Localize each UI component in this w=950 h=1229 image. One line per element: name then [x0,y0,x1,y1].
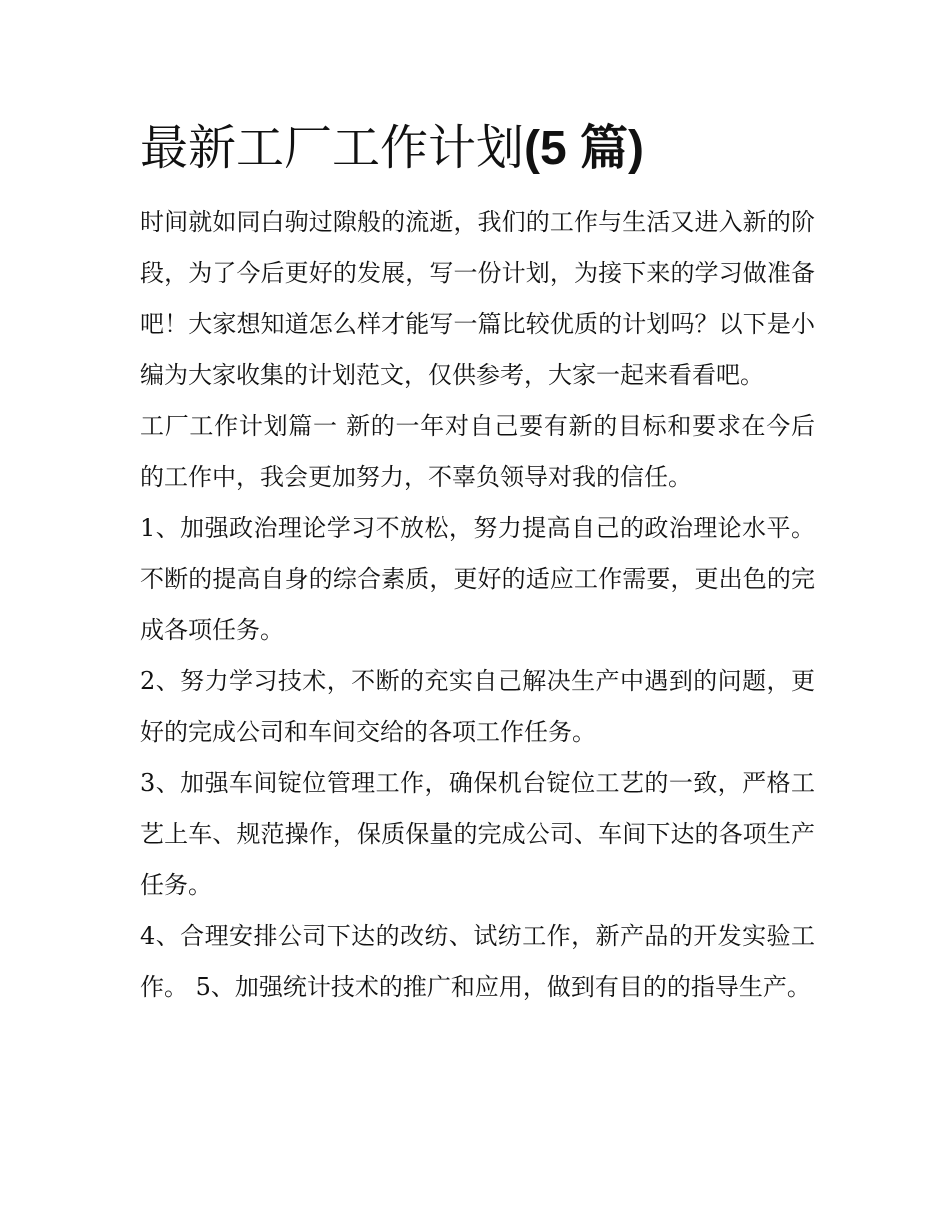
intro-paragraph: 时间就如同白驹过隙般的流逝，我们的工作与生活又进入新的阶段，为了今后更好的发展，写一份计划，为接下来的学习做准备吧！大家想知道怎么样才能写一篇比较优质的计划吗？以下是小编为大家收集的计划范文，仅供参考，大家一起来看看吧。 [140,208,815,389]
plan-one-intro-paragraph: 工厂工作计划篇一 新的一年对自己要有新的目标和要求在今后的工作中，我会更加努力，不辜负领导对我的信任。 [140,412,815,491]
document-title-suffix: (5 篇) [524,122,645,175]
document-title-main: 最新工厂工作计划 [140,120,525,176]
plan-item-1: 1、加强政治理论学习不放松，努力提高自己的政治理论水平。不断的提高自身的综合素质，更好的适应工作需要，更出色的完成各项任务。 [140,514,815,644]
document-title [140,112,815,185]
document-page [140,112,815,1013]
plan-item-3: 3、加强车间锭位管理工作，确保机台锭位工艺的一致，严格工艺上车、规范操作，保质保量的完成公司、车间下达的各项生产任务。 [140,769,815,899]
plan-item-4-5: 4、合理安排公司下达的改纺、试纺工作，新产品的开发实验工作。 5、加强统计技术的推广和应用，做到有目的的指导生产。 [140,922,815,1001]
plan-item-2: 2、努力学习技术，不断的充实自己解决生产中遇到的问题，更好的完成公司和车间交给的各项工作任务。 [140,667,815,746]
